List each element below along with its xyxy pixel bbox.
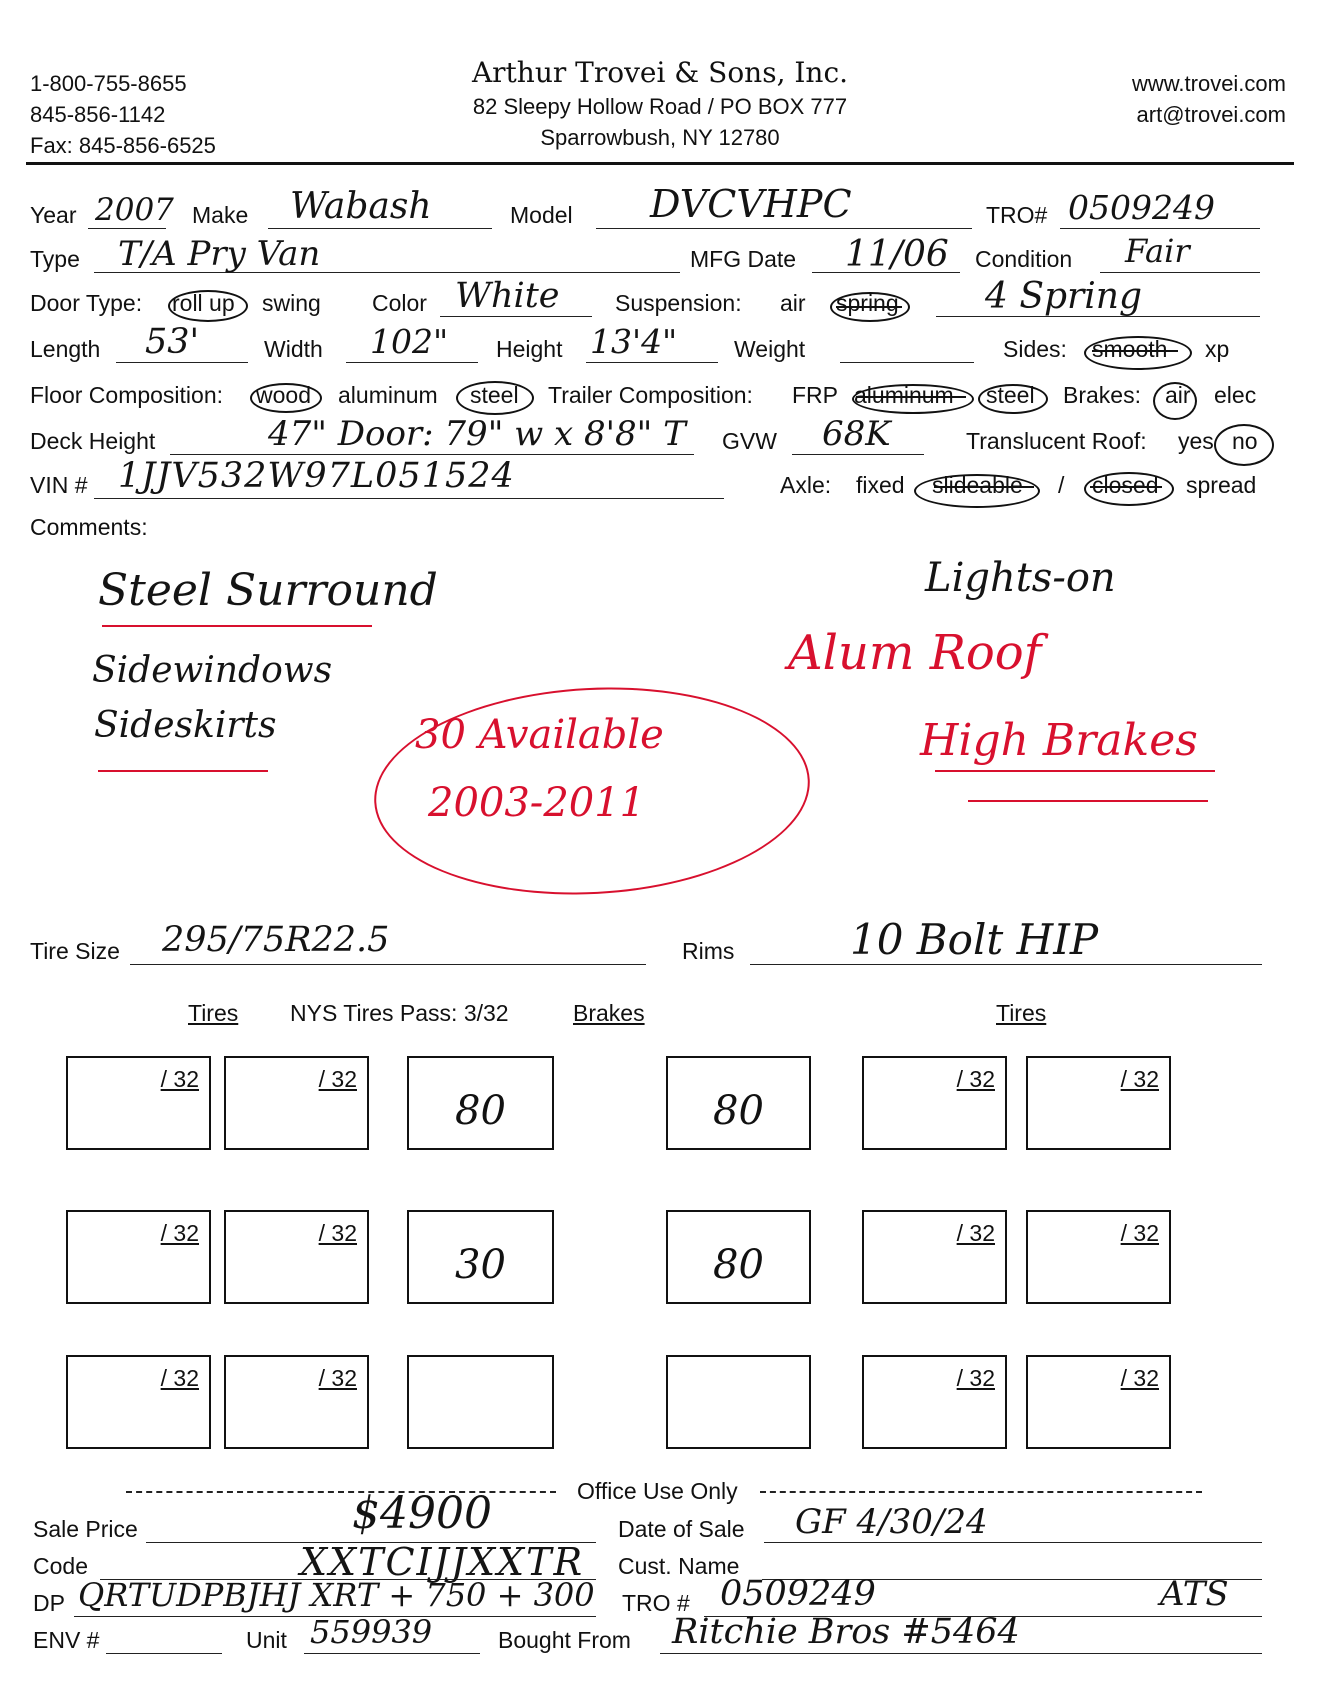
date-of-sale-label: Date of Sale <box>618 1516 745 1542</box>
model-line <box>596 228 972 229</box>
tire-box[interactable] <box>862 1355 1007 1449</box>
width-value: 102" <box>370 322 449 361</box>
fraction-label: / 32 <box>318 1066 357 1092</box>
rims-line <box>750 964 1262 965</box>
axle-slash: / <box>1058 472 1065 498</box>
length-line <box>116 362 248 363</box>
suspension-extra-value: 4 Spring <box>985 276 1143 317</box>
sides-xp-option: xp <box>1205 336 1230 362</box>
closed-strike <box>1090 486 1162 488</box>
color-line <box>440 316 592 317</box>
tire-box[interactable] <box>224 1210 369 1304</box>
axle-fixed-option: fixed <box>856 472 905 498</box>
tire-box[interactable] <box>66 1210 211 1304</box>
company-name: Arthur Trovei & Sons, Inc. <box>471 56 849 89</box>
axle-closed-option: closed <box>1092 472 1159 498</box>
tro-number-value: 0509249 <box>720 1574 876 1614</box>
date-of-sale-value: GF 4/30/24 <box>795 1502 988 1542</box>
brake-value: 30 <box>455 1242 506 1288</box>
tire-box[interactable] <box>862 1056 1007 1150</box>
fraction-label: / 32 <box>160 1066 199 1092</box>
width-label: Width <box>264 336 323 362</box>
brake-box[interactable] <box>666 1056 811 1150</box>
tire-box[interactable] <box>66 1056 211 1150</box>
make-line <box>268 228 492 229</box>
tro-value: 0509249 <box>1068 188 1215 227</box>
trailer-frp-option: FRP <box>792 382 838 408</box>
mfg-date-value: 11/06 <box>845 234 949 275</box>
fraction-label: / 32 <box>318 1220 357 1246</box>
trailer-aluminum-circle <box>852 384 974 414</box>
tire-size-value: 295/75R22.5 <box>162 920 390 960</box>
tro-initials: ATS <box>1160 1574 1229 1614</box>
spring-strike <box>836 306 902 308</box>
code-label: Code <box>33 1553 88 1579</box>
fax-number: Fax: 845-856-6525 <box>30 133 216 158</box>
fraction-label: / 32 <box>160 1220 199 1246</box>
fraction-label: / 32 <box>1120 1365 1159 1391</box>
rims-label: Rims <box>682 938 735 964</box>
trailer-steel-option: steel <box>986 382 1035 408</box>
office-divider-right <box>760 1491 1202 1493</box>
tire-size-label: Tire Size <box>30 938 120 964</box>
unit-value: 559939 <box>310 1613 433 1651</box>
brake-value: 80 <box>713 1088 764 1134</box>
tro-line <box>1060 228 1260 229</box>
smooth-strike <box>1092 350 1178 352</box>
brake-box[interactable] <box>407 1355 554 1449</box>
fraction-label: / 32 <box>956 1365 995 1391</box>
type-label: Type <box>30 246 80 272</box>
fraction-label: / 32 <box>956 1066 995 1092</box>
comment-year-range: 2003-2011 <box>428 780 646 826</box>
gvw-label: GVW <box>722 428 777 454</box>
deck-height-line <box>170 454 694 455</box>
email: art@trovei.com <box>1136 102 1286 127</box>
floor-composition-label: Floor Composition: <box>30 382 224 408</box>
width-line <box>346 362 478 363</box>
fraction-label: / 32 <box>1120 1220 1159 1246</box>
dp-value: QRTUDPBJHJ XRT + 750 + 300 <box>78 1576 595 1614</box>
date-of-sale-line <box>764 1542 1262 1543</box>
vin-line <box>94 498 724 499</box>
tire-box[interactable] <box>1026 1056 1171 1150</box>
brakes-header: Brakes <box>573 1000 645 1026</box>
model-value: DVCVHPC <box>650 182 852 226</box>
tro-number-label: TRO # <box>622 1590 690 1616</box>
condition-value: Fair <box>1125 232 1190 270</box>
brake-box[interactable] <box>407 1210 554 1304</box>
comment-lights-on: Lights-on <box>925 555 1116 601</box>
tire-box[interactable] <box>1026 1355 1171 1449</box>
floor-wood-option: wood <box>256 382 311 408</box>
mfg-date-label: MFG Date <box>690 246 797 272</box>
brake-value: 80 <box>713 1242 764 1288</box>
rims-value: 10 Bolt HIP <box>850 915 1099 964</box>
company-header <box>400 55 920 153</box>
year-line <box>88 228 166 229</box>
env-label: ENV # <box>33 1627 100 1653</box>
translucent-no-option: no <box>1232 428 1258 454</box>
axle-slideable-option: slideable <box>932 472 1023 498</box>
brake-box[interactable] <box>666 1355 811 1449</box>
year-value: 2007 <box>95 192 174 228</box>
axle-label: Axle: <box>780 472 832 498</box>
translucent-yes-option: yes <box>1178 428 1214 454</box>
floor-aluminum-option: aluminum <box>338 382 438 408</box>
brake-box[interactable] <box>407 1056 554 1150</box>
code-value: XXTCIJJXXTR <box>300 1540 585 1584</box>
suspension-air-option: air <box>780 290 806 316</box>
comment-steel-surround: Steel Surround <box>98 565 438 616</box>
steel-surround-underline <box>102 625 372 627</box>
vin-label: VIN # <box>30 472 88 498</box>
sale-price-value: $4900 <box>352 1488 492 1539</box>
closed-circle <box>1084 472 1174 506</box>
make-value: Wabash <box>290 186 432 227</box>
bought-from-line <box>660 1653 1262 1654</box>
gvw-line <box>792 454 924 455</box>
floor-steel-option: steel <box>470 382 519 408</box>
height-label: Height <box>496 336 563 362</box>
type-value: T/A Pry Van <box>118 234 321 274</box>
height-value: 13'4" <box>590 322 678 361</box>
model-label: Model <box>510 202 573 228</box>
trailer-composition-label: Trailer Composition: <box>548 382 753 408</box>
brakes-elec-option: elec <box>1214 382 1257 408</box>
high-brakes-underline-2 <box>968 800 1208 802</box>
sides-label: Sides: <box>1003 336 1067 362</box>
vin-value: 1JJV532W97L051524 <box>118 456 515 496</box>
condition-label: Condition <box>975 246 1073 272</box>
sides-smooth-option: smooth <box>1092 336 1168 362</box>
tire-box[interactable] <box>862 1210 1007 1304</box>
side-items-underline <box>98 770 268 772</box>
color-value: White <box>455 276 560 316</box>
translucent-roof-label: Translucent Roof: <box>966 428 1147 454</box>
env-line <box>106 1653 222 1654</box>
trailer-aluminum-option: aluminum <box>854 382 954 408</box>
address-line-1: 82 Sleepy Hollow Road / PO BOX 777 <box>472 94 848 119</box>
fraction-label: / 32 <box>160 1365 199 1391</box>
tire-box[interactable] <box>224 1355 369 1449</box>
roll-up-circle <box>168 290 248 322</box>
tro-label: TRO# <box>986 202 1048 228</box>
comments-label: Comments: <box>30 514 148 540</box>
weight-line <box>840 362 974 363</box>
high-brakes-underline-1 <box>935 770 1215 772</box>
condition-line <box>1100 272 1260 273</box>
contact-phones <box>30 68 216 161</box>
brakes-air-circle <box>1153 382 1197 420</box>
weight-label: Weight <box>734 336 806 362</box>
year-label: Year <box>30 202 77 228</box>
translucent-no-circle <box>1214 424 1274 466</box>
color-label: Color <box>372 290 427 316</box>
phone-2: 845-856-1142 <box>30 102 166 127</box>
unit-line <box>304 1653 480 1654</box>
door-roll-up-option: roll up <box>172 290 235 316</box>
suspension-spring-option: spring <box>836 290 899 316</box>
deck-height-label: Deck Height <box>30 428 156 454</box>
smooth-circle <box>1084 336 1192 370</box>
slideable-circle <box>914 474 1040 508</box>
brake-value: 80 <box>455 1088 506 1134</box>
phone-1: 1-800-755-8655 <box>30 71 187 96</box>
tire-box[interactable] <box>224 1056 369 1150</box>
dp-label: DP <box>33 1590 65 1616</box>
tire-size-line <box>130 964 646 965</box>
brakes-label: Brakes: <box>1063 382 1141 408</box>
comment-side-skirts: Sideskirts <box>94 705 277 746</box>
door-type-label: Door Type: <box>30 290 143 316</box>
floor-steel-circle <box>456 381 534 415</box>
gvw-value: 68K <box>822 414 891 454</box>
unit-label: Unit <box>246 1627 287 1653</box>
fraction-label: / 32 <box>956 1220 995 1246</box>
axle-spread-option: spread <box>1186 472 1257 498</box>
comment-alum-roof: Alum Roof <box>788 625 1042 681</box>
tires-left-header: Tires <box>188 1000 239 1026</box>
cust-name-label: Cust. Name <box>618 1553 740 1579</box>
comment-30-available: 30 Available <box>415 712 664 758</box>
comment-high-brakes: High Brakes <box>920 715 1198 766</box>
contact-web <box>1132 68 1286 130</box>
tire-box[interactable] <box>66 1355 211 1449</box>
tires-right-header: Tires <box>996 1000 1047 1026</box>
deck-height-value: 47" Door: 79" w x 8'8" T <box>268 414 686 454</box>
brake-box[interactable] <box>666 1210 811 1304</box>
bought-from-value: Ritchie Bros #5464 <box>672 1612 1020 1652</box>
office-use-only-title: Office Use Only <box>577 1478 738 1504</box>
door-swing-option: swing <box>262 290 321 316</box>
trailer-steel-circle <box>978 384 1048 414</box>
address-line-2: Sparrowbush, NY 12780 <box>540 125 780 150</box>
make-label: Make <box>192 202 249 228</box>
trailer-aluminum-strike <box>856 396 966 398</box>
nys-tires-pass: NYS Tires Pass: 3/32 <box>290 1000 509 1026</box>
bought-from-label: Bought From <box>498 1627 631 1653</box>
suspension-label: Suspension: <box>615 290 742 316</box>
slideable-strike <box>934 486 1034 488</box>
sale-price-label: Sale Price <box>33 1516 138 1542</box>
height-line <box>586 362 718 363</box>
fraction-label: / 32 <box>318 1365 357 1391</box>
comment-side-windows: Sidewindows <box>92 650 333 691</box>
header-divider <box>26 162 1294 165</box>
length-value: 53' <box>145 322 200 362</box>
wood-circle <box>250 383 322 413</box>
length-label: Length <box>30 336 101 362</box>
fraction-label: / 32 <box>1120 1066 1159 1092</box>
brakes-air-option: air <box>1165 382 1191 408</box>
website: www.trovei.com <box>1131 71 1286 96</box>
tire-box[interactable] <box>1026 1210 1171 1304</box>
